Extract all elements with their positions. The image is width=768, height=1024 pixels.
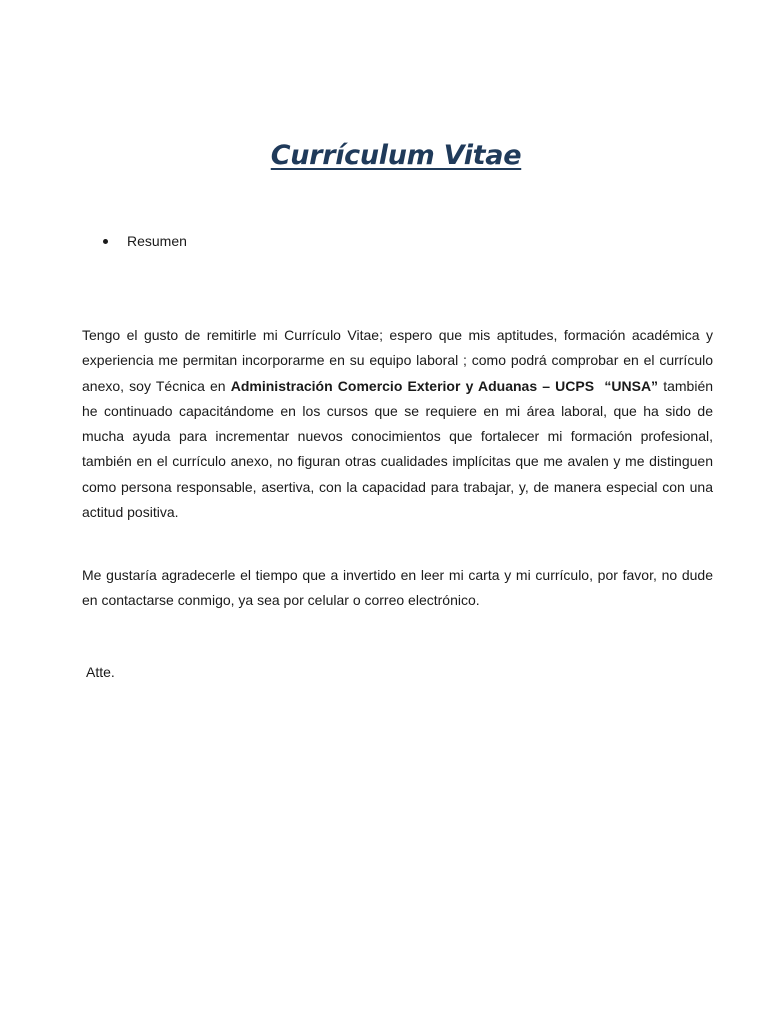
cover-letter-paragraph-1: [82, 323, 713, 525]
paragraph-1-rest: también he continuado capacitándome en los cursos que se requiere en mi área laboral, que ha sido de mucha ayuda para incrementar nuevos conocimientos que fortalecer mi formación profesional, también en el currículo anexo, no figuran otras cualidades implícitas que me avalen y me distinguen como persona responsable, asertiva, con la capacidad para trabajar, y, de manera especial con una actitud positiva.: [82, 377, 714, 521]
paragraph-1-gap: [594, 378, 604, 394]
bullet-list: [103, 233, 187, 249]
cover-letter-paragraph-2: Me gustaría agradecerle el tiempo que a invertido en leer mi carta y mi currículo, por favor, no dude en contactarse conmigo, ya sea por celular o correo electrónico.: [82, 567, 713, 609]
signoff: Atte.: [86, 664, 115, 680]
program-name: Administración Comercio Exterior y Aduanas – UCPS: [230, 377, 595, 394]
institution-name: “UNSA”: [604, 377, 659, 394]
page-title: Currículum Vitae: [270, 140, 522, 171]
bullet-dot-icon: [103, 239, 108, 244]
list-item: [103, 233, 187, 249]
paragraph-1-intro: Tengo el gusto de remitirle mi Currículo Vitae; espero que mis aptitudes, formación académica y experiencia me permitan incorporarme en su equipo laboral ; como podrá comprobar en el currículo anexo, soy Técnica en: [82, 327, 713, 394]
bullet-label-resumen: Resumen: [127, 233, 187, 249]
